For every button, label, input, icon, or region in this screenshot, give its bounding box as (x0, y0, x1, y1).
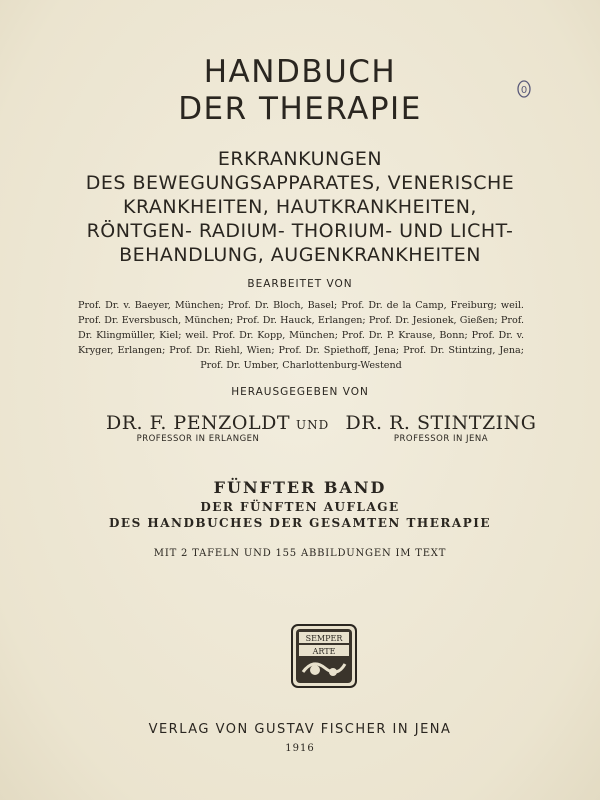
svg-text:0: 0 (520, 85, 528, 96)
subtitle-line-5: BEHANDLUNG, AUGENKRANKHEITEN (119, 244, 481, 266)
herausgegeben-von-label: HERAUSGEGEBEN VON (231, 386, 369, 398)
volume-label: FÜNFTER BAND (213, 478, 387, 497)
editor-1-position: PROFESSOR IN ERLANGEN (136, 434, 260, 444)
book-title-line-1: HANDBUCH (203, 54, 397, 90)
editor-1-name: DR. F. PENZOLDT (105, 412, 290, 434)
publisher-emblem-icon (291, 624, 357, 688)
edition-line-2: DES HANDBUCHES DER GESAMTEN THERAPIE (109, 516, 491, 530)
subtitle-line-1: ERKRANKUNGEN (217, 148, 383, 170)
editor-2 (336, 412, 546, 444)
editor-2-position: PROFESSOR IN JENA (393, 434, 489, 444)
book-title-line-2: DER THERAPIE (178, 91, 422, 127)
subtitle-line-4: RÖNTGEN- RADIUM- THORIUM- UND LICHT- (86, 220, 514, 242)
handwritten-annotation (514, 78, 534, 100)
illustrations-note: MIT 2 TAFELN UND 155 ABBILDUNGEN IM TEXT (153, 548, 447, 559)
bearbeitet-von-label: BEARBEITET VON (247, 278, 353, 290)
publisher-line: VERLAG VON GUSTAV FISCHER IN JENA (148, 722, 452, 737)
und-conjunction: UND (296, 418, 330, 432)
svg-text:ARTE: ARTE (312, 647, 336, 656)
subtitle-line-2: DES BEWEGUNGSAPPARATES, VENERISCHE (85, 172, 515, 194)
editors-row (0, 412, 600, 452)
edition-line-1: DER FÜNFTEN AUFLAGE (200, 500, 400, 514)
subtitle-line-3: KRANKHEITEN, HAUTKRANKHEITEN, (123, 196, 477, 218)
contributors-list: Prof. Dr. v. Baeyer, München; Prof. Dr. Bloch, Basel; Prof. Dr. de la Camp, Freiburg; weil. Prof. Dr. Eversbusch, München; Prof. Dr. Hauck, Erlangen; Prof. Dr. Jesionek, Gießen; Prof. Dr. Klingmüller, Kiel; weil. Prof. Dr. Kopp, München; Prof. Dr. P. Krause, Bonn; Prof. Dr. v. Kryger, Erlangen; Prof. Dr. Riehl, Wien; Prof. Dr. Spiethoff, Jena; Prof. Dr. Stintzing, Jena; Prof. Dr. Umber, Charlottenburg-Westend (78, 300, 524, 371)
editor-1 (98, 412, 298, 444)
editor-2-name: DR. R. STINTZING (345, 412, 537, 434)
publication-year: 1916 (285, 743, 315, 754)
svg-text:SEMPER: SEMPER (305, 634, 343, 643)
